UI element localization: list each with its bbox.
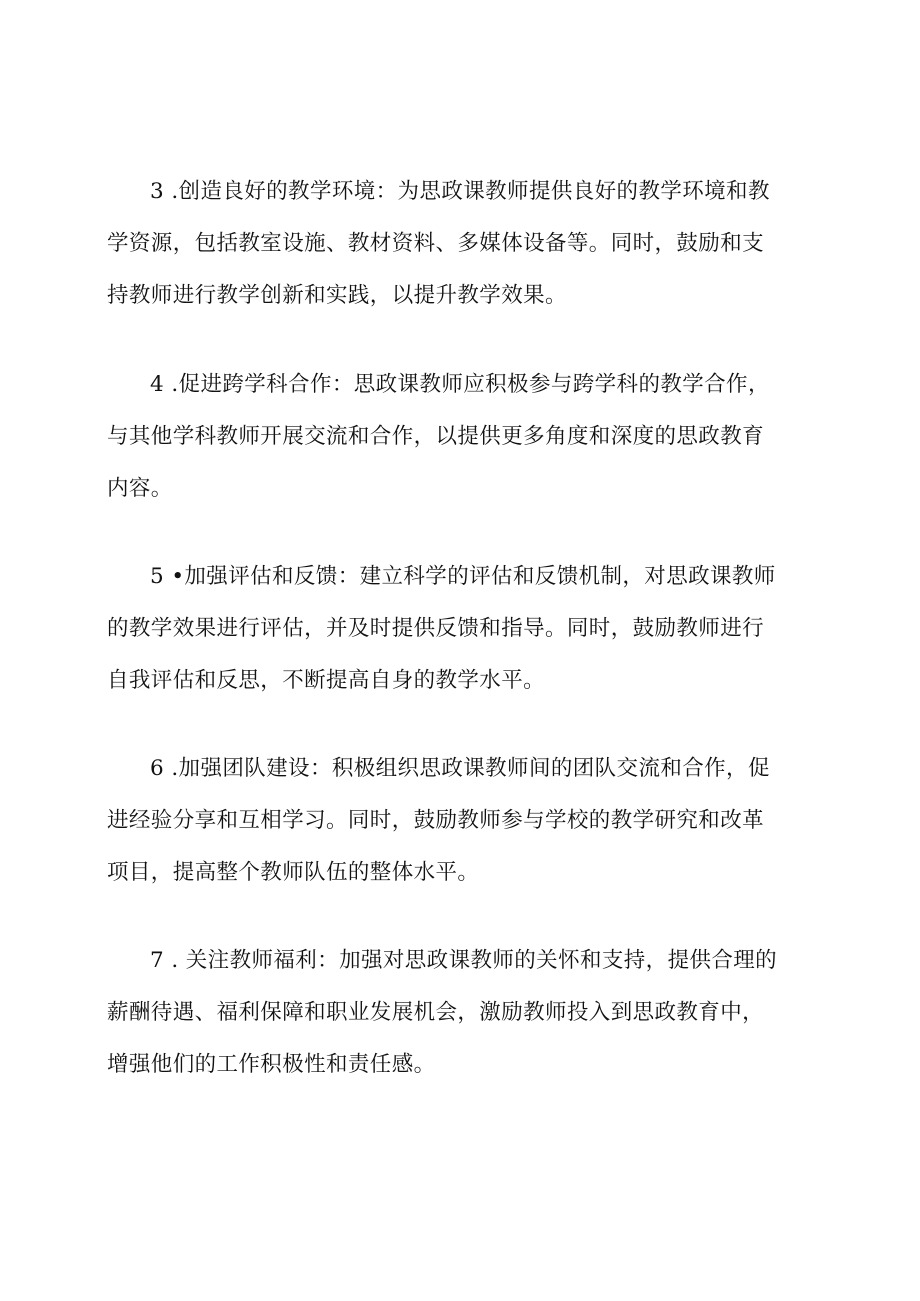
paragraph-line: 的教学效果进行评估，并及时提供反馈和指导。同时，鼓励教师进行	[107, 616, 765, 641]
paragraph-item-4	[107, 359, 817, 515]
paragraph-item-3	[107, 166, 817, 322]
paragraph-item-6	[107, 743, 817, 899]
paragraph-line: 7 . 关注教师福利：加强对思政课教师的关怀和支持，提供合理的	[150, 948, 778, 973]
paragraph-line: 与其他学科教师开展交流和合作，以提供更多角度和深度的思政教育	[107, 424, 765, 449]
paragraph-line: 学资源，包括教室设施、教材资料、多媒体设备等。同时，鼓励和支	[107, 231, 765, 256]
paragraph-line: 项目，提高整个教师队伍的整体水平。	[107, 860, 480, 885]
paragraph-line: 内容。	[107, 476, 173, 501]
paragraph-line: 3 .创造良好的教学环境：为思政课教师提供良好的教学环境和教	[150, 179, 770, 204]
paragraph-item-7	[107, 935, 817, 1091]
paragraph-line: 增强他们的工作积极性和责任感。	[107, 1052, 436, 1077]
paragraph-item-5	[107, 551, 817, 707]
paragraph-line: 自我评估和反思，不断提高自身的教学水平。	[107, 668, 546, 693]
paragraph-line: 5 •加强评估和反馈：建立科学的评估和反馈机制，对思政课教师	[150, 564, 776, 589]
paragraph-line: 4 .促进跨学科合作：思政课教师应积极参与跨学科的教学合作，	[150, 372, 770, 397]
paragraph-line: 进经验分享和互相学习。同时，鼓励教师参与学校的教学研究和改革	[107, 808, 765, 833]
paragraph-line: 6 .加强团队建设：积极组织思政课教师间的团队交流和合作，促	[150, 756, 770, 781]
paragraph-line: 持教师进行教学创新和实践，以提升教学效果。	[107, 283, 567, 308]
paragraph-line: 薪酬待遇、福利保障和职业发展机会，激励教师投入到思政教育中，	[107, 1000, 765, 1025]
